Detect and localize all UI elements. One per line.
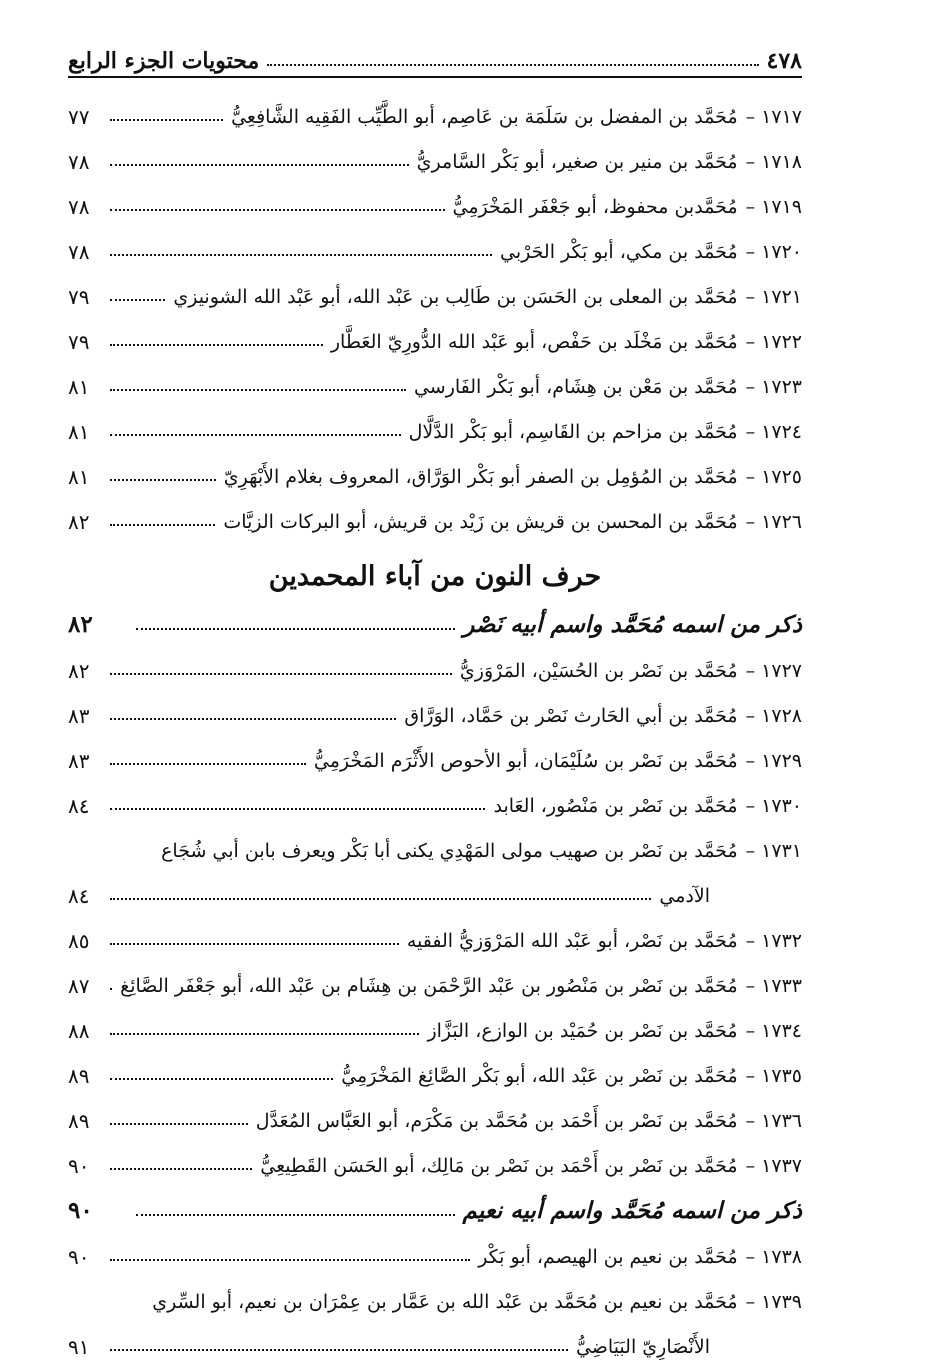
entry-title: مُحَمَّد بن نَصْر بن عَبْد الله، أبو بَكْر الصَّائِغ المَخْرَمِيُّ xyxy=(341,1065,738,1088)
entry-list xyxy=(68,908,802,1178)
toc-entry xyxy=(68,1269,802,1359)
entry-page: ٨٢ xyxy=(68,510,90,534)
entry-page: ٨٩ xyxy=(68,1109,90,1133)
entry-page: ٨٨ xyxy=(68,1019,90,1043)
toc-entry xyxy=(68,953,802,998)
entry-title: مُحَمَّد بن مَخْلَد بن حَفْص، أبو عَبْد الله الدُّورِيّ العَطَّار xyxy=(330,331,738,354)
entry-title: مُحَمَّد بن نَصْر بن مَنْصُور بن عَبْد الرَّحْمَن بن هِشَام بن عَبْد الله، أبو جَعْفَر الصَّائِغ xyxy=(120,975,738,998)
subsection-page: ٨٢ xyxy=(68,611,93,638)
toc-entry xyxy=(68,129,802,174)
entry-number: ١٧٣١ – xyxy=(745,840,802,863)
toc-entry xyxy=(68,219,802,264)
leader-dots xyxy=(136,1214,455,1216)
subsection-title: ذكر من اسمه مُحَمَّد واسم أبيه نعيم xyxy=(462,1197,802,1224)
leader-dots xyxy=(110,299,165,301)
leader-dots xyxy=(110,209,445,211)
entry-title: مُحَمَّد بن نَصْر بن أَحْمَد بن مُحَمَّد بن مَكْرَم، أبو العَبَّاس المُعَدَّل xyxy=(255,1110,738,1133)
leader-dots xyxy=(110,1033,419,1035)
entry-number: ١٧٣٤ – xyxy=(745,1020,802,1043)
entry-page: ٨٩ xyxy=(68,1064,90,1088)
entry-number: ١٧٢٩ – xyxy=(745,750,802,773)
entry-page: ٨١ xyxy=(68,375,90,399)
section-title: حرف النون من آباء المحمدين xyxy=(268,561,602,592)
toc-entry xyxy=(68,638,802,683)
leader-dots xyxy=(136,628,455,630)
running-title: محتويات الجزء الرابع xyxy=(68,48,260,74)
toc-entry xyxy=(68,84,802,129)
toc-entry xyxy=(68,683,802,728)
entry-page: ٨٥ xyxy=(68,929,90,953)
leader-dots xyxy=(110,718,396,720)
toc-entry xyxy=(68,309,802,354)
entry-page: ٧٨ xyxy=(68,195,90,219)
entry-number: ١٧٣٩ – xyxy=(745,1291,802,1314)
header-rule xyxy=(68,76,802,78)
leader-dots xyxy=(110,898,651,900)
entry-list xyxy=(68,84,802,534)
entry-title: مُحَمَّد بن نَصْر بن صهيب مولى المَهْدِي يكنى أبا بَكْر ويعرف بابن أبي شُجَاع xyxy=(161,840,738,863)
entry-number: ١٧٣٠ – xyxy=(745,795,802,818)
entry-number: ١٧٢٨ – xyxy=(745,705,802,728)
entry-page: ٨٤ xyxy=(68,794,90,818)
subsection-heading xyxy=(68,1178,802,1224)
entry-number: ١٧٢٣ – xyxy=(745,376,802,399)
entry-page: ٩٠ xyxy=(68,1154,90,1178)
entry-title: مُحَمَّد بن نَصْر، أبو عَبْد الله المَرْوَزيُّ الفقيه xyxy=(406,930,738,953)
entry-title: مُحَمَّد بن المُؤمِل بن الصفر أبو بَكْر الوَرَّاق، المعروف بغلام الأَبْهَرِيّ xyxy=(223,466,738,489)
toc-entry xyxy=(68,908,802,953)
entry-title: مُحَمَّد بن نعيم بن الهيصم، أبو بَكْر xyxy=(478,1246,738,1269)
entry-title: مُحَمَّدبن محفوظ، أبو جَعْفَر المَخْرَمِيُّ xyxy=(452,196,738,219)
entry-title: مُحَمَّد بن مَعْن بن هِشَام، أبو بَكْر الفَارسي xyxy=(413,376,738,399)
leader-dots xyxy=(110,943,399,945)
toc-entry xyxy=(68,489,802,534)
leader-dots xyxy=(110,479,216,481)
entry-title: مُحَمَّد بن نعيم بن مُحَمَّد بن عَبْد الله بن عَمَّار بن عِمْرَان بن نعيم، أبو السِّري xyxy=(152,1291,738,1314)
entry-number: ١٧٢٧ – xyxy=(745,660,802,683)
toc-entry xyxy=(68,264,802,309)
leader-dots xyxy=(267,64,758,66)
entry-title: مُحَمَّد بن نَصْر بن الحُسَيْن، المَرْوَزيُّ xyxy=(459,660,738,683)
toc-entry xyxy=(68,444,802,489)
entry-number: ١٧١٩ – xyxy=(745,196,802,219)
entry-page: ٨١ xyxy=(68,465,90,489)
toc-entry xyxy=(68,399,802,444)
entry-page: ٩٠ xyxy=(68,1245,90,1269)
entry-number: ١٧٣٧ – xyxy=(745,1155,802,1178)
toc-entry xyxy=(68,1133,802,1178)
leader-dots xyxy=(110,434,401,436)
subsection-heading xyxy=(68,592,802,638)
leader-dots xyxy=(110,1078,333,1080)
page-header xyxy=(68,38,802,74)
leader-dots xyxy=(110,164,409,166)
entry-title: مُحَمَّد بن نَصْر بن مَنْصُور، العَابد xyxy=(493,795,738,818)
entry-number: ١٧٣٢ – xyxy=(745,930,802,953)
leader-dots xyxy=(110,1123,248,1125)
entry-title: مُحَمَّد بن منير بن صغير، أبو بَكْر السَّامريُّ xyxy=(416,151,738,174)
entry-page: ٧٨ xyxy=(68,240,90,264)
entry-number: ١٧٣٥ – xyxy=(745,1065,802,1088)
entry-title: مُحَمَّد بن المفضل بن سَلَمَة بن عَاصِم، أبو الطَّيِّب الفَقِيه الشَّافِعِيُّ xyxy=(231,106,738,129)
toc-entry xyxy=(68,1043,802,1088)
entry-page: ٧٩ xyxy=(68,330,90,354)
toc-entry xyxy=(68,1088,802,1133)
entry-title: مُحَمَّد بن المعلى بن الحَسَن بن طَالِب بن عَبْد الله، أبو عَبْد الله الشونيزي xyxy=(173,286,738,309)
toc-page xyxy=(68,38,802,1359)
entry-page: ٧٧ xyxy=(68,105,90,129)
entry-title: مُحَمَّد بن نَصْر بن حُمَيْد بن الوازع، البَزَّاز xyxy=(427,1020,738,1043)
toc-entry xyxy=(68,1224,802,1269)
entry-number: ١٧٢١ – xyxy=(745,286,802,309)
page-number: ٤٧٨ xyxy=(766,48,802,74)
leader-dots xyxy=(110,988,112,990)
toc-entry xyxy=(68,728,802,773)
entry-number: ١٧٣٣ – xyxy=(745,975,802,998)
leader-dots xyxy=(110,524,215,526)
entry-title-continued: الأَنْصَارِيّ البَيَاضِيُّ xyxy=(575,1336,710,1359)
entry-page: ٨٣ xyxy=(68,704,90,728)
entry-number: ١٧٢٦ – xyxy=(745,511,802,534)
entry-title-continued: الآدمي xyxy=(659,885,710,908)
entry-page: ٧٩ xyxy=(68,285,90,309)
entry-number: ١٧٣٨ – xyxy=(745,1246,802,1269)
entry-page: ٩١ xyxy=(68,1335,90,1359)
leader-dots xyxy=(110,254,492,256)
entry-list xyxy=(68,638,802,818)
entry-title: مُحَمَّد بن نَصْر بن أَحْمَد بن نَصْر بن مَالِك، أبو الحَسَن القَطِيعِيُّ xyxy=(260,1155,738,1178)
toc-entry xyxy=(68,174,802,219)
leader-dots xyxy=(110,119,223,121)
leader-dots xyxy=(110,673,452,675)
entry-number: ١٧٢٤ – xyxy=(745,421,802,444)
entry-page: ٨٧ xyxy=(68,974,90,998)
toc-entry xyxy=(68,818,802,908)
entry-page: ٨٤ xyxy=(68,884,90,908)
toc-entry xyxy=(68,773,802,818)
leader-dots xyxy=(110,763,306,765)
entry-page: ٨١ xyxy=(68,420,90,444)
entry-number: ١٧٢٢ – xyxy=(745,331,802,354)
leader-dots xyxy=(110,1168,252,1170)
entry-title: مُحَمَّد بن المحسن بن قريش بن زَيْد بن قريش، أبو البركات الزيَّات xyxy=(223,511,738,534)
entry-title: مُحَمَّد بن مزاحم بن القَاسِم، أبو بَكْر الدَّلَّال xyxy=(408,421,738,444)
toc-entry xyxy=(68,354,802,399)
entry-page: ٧٨ xyxy=(68,150,90,174)
toc-entry xyxy=(68,998,802,1043)
entry-title: مُحَمَّد بن نَصْر بن سُلَيْمَان، أبو الأحوص الأَثْرَم المَخْرَمِيُّ xyxy=(313,750,738,773)
leader-dots xyxy=(110,389,406,391)
leader-dots xyxy=(110,808,485,810)
entry-number: ١٧٢٥ – xyxy=(745,466,802,489)
leader-dots xyxy=(110,344,323,346)
leader-dots xyxy=(110,1259,470,1261)
entry-title: مُحَمَّد بن أبي الحَارث نَصْر بن حَمَّاد، الوَرَّاق xyxy=(404,705,738,728)
entry-page: ٨٣ xyxy=(68,749,90,773)
leader-dots xyxy=(110,1349,568,1351)
subsection-page: ٩٠ xyxy=(68,1197,93,1224)
entry-number: ١٧٢٠ – xyxy=(745,241,802,264)
entry-number: ١٧٣٦ – xyxy=(745,1110,802,1133)
entry-number: ١٧١٧ – xyxy=(745,106,802,129)
entry-number: ١٧١٨ – xyxy=(745,151,802,174)
entry-title: مُحَمَّد بن مكي، أبو بَكْر الحَرْبي xyxy=(500,241,738,264)
subsection-title: ذكر من اسمه مُحَمَّد واسم أبيه نَصْر xyxy=(463,611,802,638)
entry-page: ٨٢ xyxy=(68,659,90,683)
